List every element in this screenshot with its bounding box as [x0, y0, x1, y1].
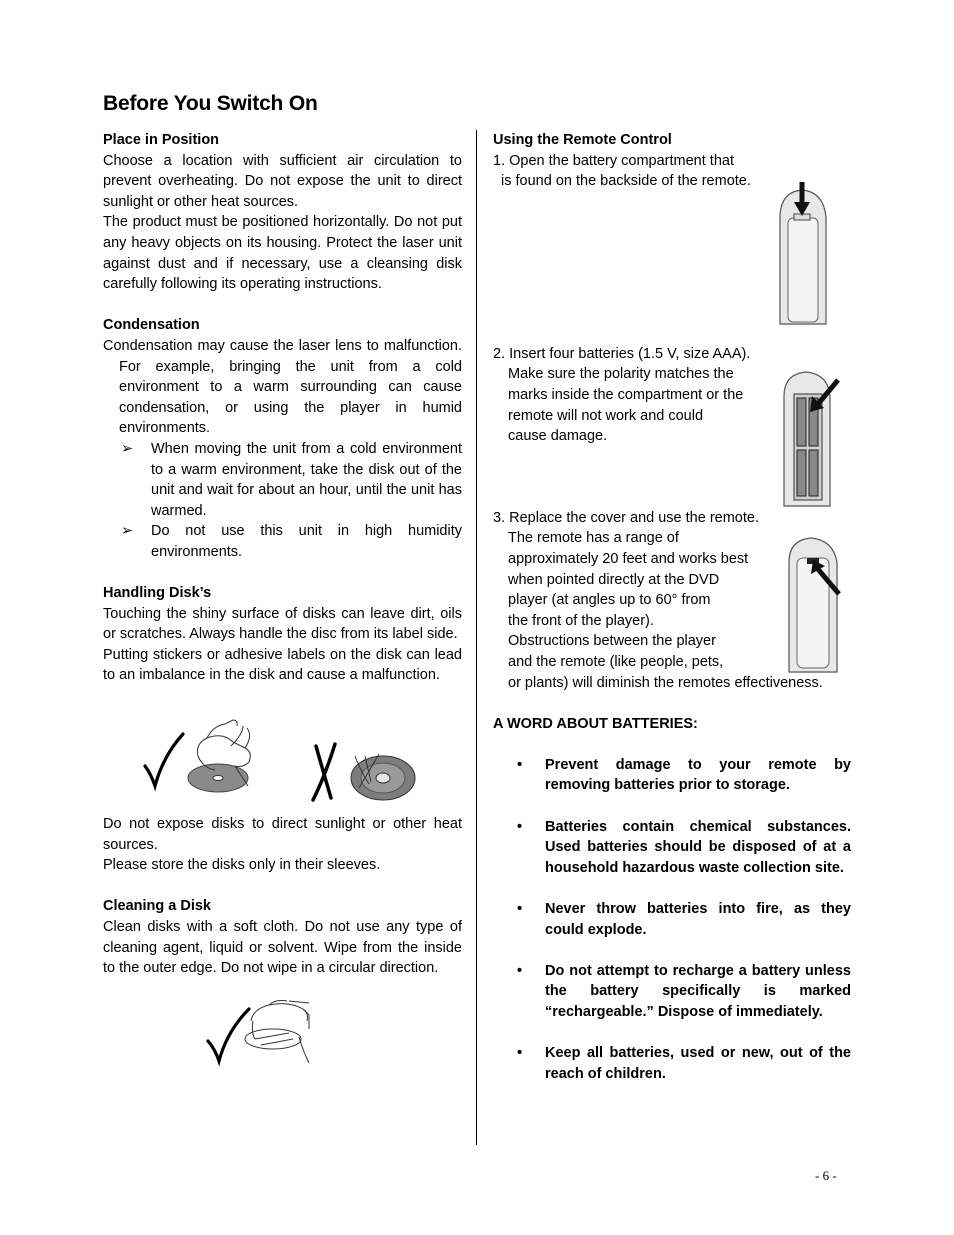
cross-icon	[313, 744, 335, 800]
disc-incorrect-icon	[351, 754, 415, 800]
list-item: • Prevent damage to your remote by removing batteries prior to storage.	[517, 756, 851, 794]
page-number: - 6 -	[815, 1168, 837, 1183]
hand-holding-disc-icon	[188, 720, 250, 792]
handling-paragraph-2: Putting stickers or adhesive labels on the disk can lead to an imbalance in the disk and cause a malfunction.	[103, 646, 462, 684]
remote-heading: Using the Remote Control	[493, 132, 672, 148]
condensation-paragraph: Condensation may cause the laser lens to malfunction. For example, bringing the unit from a cold environment to a warm surrounding can cause condensation, or using the player in humid environments.	[103, 337, 462, 437]
step2-line: remote will not work and could	[508, 407, 704, 424]
battery-warnings-list	[493, 755, 851, 1085]
disk-handling-svg	[103, 686, 462, 814]
remote-closed-illustration	[785, 536, 845, 676]
page-title: Before You Switch On	[103, 92, 318, 115]
step2-line: 2. Insert four batteries (1.5 V, size AAA).	[493, 345, 751, 362]
step2-line: marks inside the compartment or the	[508, 386, 744, 403]
step1-line: is found on the backside of the remote.	[501, 173, 751, 190]
checkmark-icon	[208, 1009, 249, 1061]
condensation-bullet: ➢ When moving the unit from a cold environment to a warm environment, take the disk out of the unit and wait for about an hour, until the unit has warmed.	[103, 439, 462, 521]
list-item: • Batteries contain chemical substances. Used batteries should be disposed of at a household hazardous waste collection site.	[517, 818, 851, 876]
step3-line: approximately 20 feet and works best	[508, 550, 749, 567]
list-item: • Keep all batteries, used or new, out of the reach of children.	[517, 1045, 851, 1082]
list-item: • Never throw batteries into fire, as they could explode.	[517, 901, 851, 938]
step2-line: Make sure the polarity matches the	[508, 366, 734, 383]
left-column	[103, 130, 462, 1075]
place-heading: Place in Position	[103, 132, 220, 148]
place-paragraph-1: Choose a location with sufficient air circulation to prevent overheating. Do not expose the unit to direct sunlight or other heat sources.	[103, 152, 462, 210]
handling-paragraph-3: Do not expose disks to direct sunlight or other heat sources.	[103, 816, 462, 853]
handling-paragraph-4: Please store the disks only in their sleeves.	[103, 857, 381, 874]
hand-wiping-disc-icon	[245, 1000, 309, 1063]
disk-cleaning-svg	[103, 979, 462, 1075]
disk-handling-illustration	[103, 686, 462, 814]
arrow-bullet-icon: ➢	[121, 440, 134, 457]
step3-line: or plants) will diminish the remotes effectiveness.	[508, 674, 823, 691]
step3-line: the front of the player).	[508, 612, 654, 629]
remote-batteries-illustration	[780, 370, 842, 510]
condensation-bullet: ➢ Do not use this unit in high humidity environments.	[103, 521, 462, 562]
batteries-heading: A WORD ABOUT BATTERIES:	[493, 715, 698, 732]
step3-line: The remote has a range of	[508, 530, 679, 547]
list-item: • Do not attempt to recharge a battery unless the battery specifically is marked “rechargeable.” Dispose of immediately.	[517, 962, 851, 1020]
condensation-heading: Condensation	[103, 317, 200, 334]
handling-heading: Handling Disk’s	[103, 585, 212, 602]
step3-line: Obstructions between the player	[508, 633, 716, 650]
step3-line: player (at angles up to 60° from	[508, 592, 711, 609]
cleaning-heading: Cleaning a Disk	[103, 898, 211, 915]
place-paragraph-2: The product must be positioned horizontally. Do not put any heavy objects on its housing. Protect the laser unit against dust and if necessary, use a cleansing disk carefully following its operating instructions.	[103, 214, 462, 293]
step3-line: and the remote (like people, pets,	[508, 653, 724, 670]
step3-line: 3. Replace the cover and use the remote.	[493, 509, 759, 526]
disk-cleaning-illustration	[103, 979, 462, 1075]
step1-line: 1. Open the battery compartment that	[493, 152, 734, 169]
step2-line: cause damage.	[508, 428, 608, 445]
cleaning-paragraph: Clean disks with a soft cloth. Do not use any type of cleaning agent, liquid or solvent. Wipe from the inside to the outer edge. Do not wipe in a circular direction.	[103, 919, 462, 977]
step3-line: when pointed directly at the DVD	[508, 571, 720, 588]
arrow-bullet-icon: ➢	[121, 523, 134, 540]
remote-open-illustration	[772, 178, 834, 328]
checkmark-icon	[145, 734, 183, 786]
handling-paragraph-1: Touching the shiny surface of disks can leave dirt, oils or scratches. Always handle the disc from its label side.	[103, 605, 462, 643]
column-divider	[476, 130, 477, 1145]
